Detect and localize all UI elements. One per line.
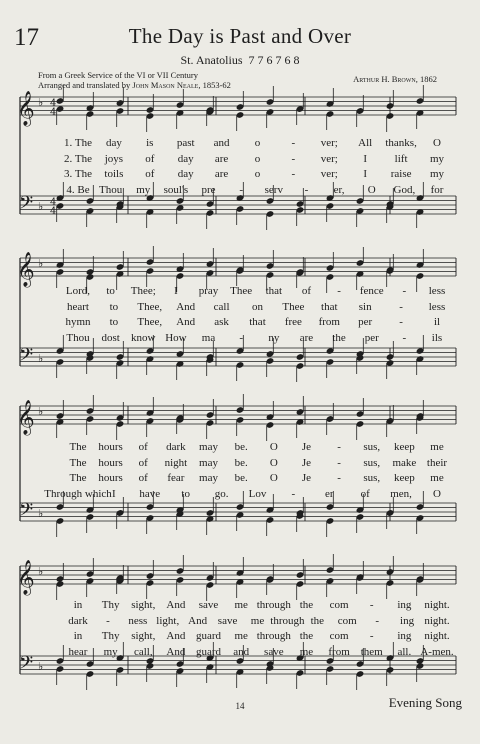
lyric-word: sight, [131,630,156,643]
lyric-word: - [291,152,296,165]
lyric-word: - [402,332,407,345]
lyric-word: Lord, [65,285,91,297]
composer-credit: Arthur H. Brown, 1862 [353,74,437,84]
lyric-word: Thee [282,300,305,313]
lyric-word: Thee [230,285,253,297]
lyric-word: that [321,300,338,313]
lyric-word: the [299,599,314,611]
lyric-word: com [329,630,349,643]
time-signature: 4 [50,107,57,118]
lyric-word: keep [393,441,415,453]
lyric-word: - [337,285,341,297]
lyric-word: sin [358,300,372,313]
lyric-word: 4. Be [66,184,90,197]
lyric-word: be. [234,456,248,469]
flat-sign: ♭ [38,257,44,270]
lyric-word: from [318,316,340,329]
lyric-word: hours [98,456,123,469]
lyric-word: Lov [248,488,267,501]
lyric-word: that [249,316,266,329]
lyric-word: through [256,630,291,643]
lyric-word: ing [397,630,412,643]
lyric-word: Thy [101,599,120,611]
lyric-word: in [73,630,83,643]
lyric-word: me [234,630,248,643]
lyric-word: that [265,285,283,297]
lyric-word: hours [98,441,123,453]
lyric-word: - [291,488,296,501]
lyric-word: to [109,316,119,329]
lyric-word: And [166,599,186,611]
lyric-word: fear [167,472,185,485]
lyric-word: guard [196,630,222,643]
lyric-word: my [136,184,151,197]
lyric-word: make [392,456,417,469]
lyric-word: are [214,152,229,165]
lyric-word: of [138,456,148,469]
translator-name: John Mason Neale, 1853-62 [132,80,231,90]
meter: 7 7 6 7 6 8 [248,53,300,67]
flat-sign: ♭ [38,96,44,109]
lyric-word: sight, [131,599,156,611]
treble-clef: 𝄞 [17,91,35,126]
lyric-word: go. [214,488,229,501]
lyric-word: call, [133,646,153,659]
lyric-word: day [177,152,194,165]
lyric-word: save [264,646,284,659]
lyric-word: ing [400,614,415,627]
lyric-word: - [291,137,296,149]
source-line: From a Greek Service of the VI or VII Century [38,70,198,80]
lyric-word: on [252,300,263,313]
lyric-word: The [69,441,87,453]
lyric-word: heart [67,300,89,313]
lyric-word: men, [390,488,412,501]
lyric-word: keep [393,472,415,485]
lyric-word: from [328,646,350,659]
lyric-word: past [176,137,195,149]
lyric-word: of [360,488,370,501]
lyric-word: day [177,168,194,181]
flat-sign: ♭ [38,507,44,520]
lyric-word: And [176,300,196,313]
lyric-word: less [428,300,446,313]
lyric-word: thanks, [385,137,417,149]
lyric-word: ver; [320,137,338,149]
lyric-word: of [138,472,148,485]
flat-sign: ♭ [38,405,44,418]
flat-sign: ♭ [38,660,44,673]
lyric-word: less [428,285,446,297]
translator-prefix: Arranged and translated by [38,80,131,90]
lyric-word: of [138,441,148,453]
lyric-word: guard [196,646,222,659]
hymn-number: 17 [14,24,39,51]
lyric-word: in [73,599,83,611]
bass-clef: 𝄢 [19,345,34,370]
lyric-word: ver; [320,152,338,165]
lyric-word: me [299,646,314,659]
lyric-word: And [176,316,196,329]
lyric-word: And [166,630,186,643]
lyric-word: serv [264,184,283,197]
lyric-word: them [360,646,383,659]
lyric-word: - [369,630,374,643]
lyric-word: my [429,168,445,181]
lyric-word: er [325,488,334,501]
lyric-word: Thy [101,630,120,643]
lyric-word: of [145,152,155,165]
lyric-word: O [269,456,278,469]
treble-clef: 𝄞 [17,560,35,595]
lyric-word: me [234,599,248,611]
bass-clef: 𝄢 [19,193,34,218]
lyric-word: the [310,614,325,627]
time-signature: 4 [50,98,57,109]
lyric-word: to [109,300,119,313]
lyric-word: their [426,456,448,469]
lyric-word: - [375,614,379,627]
lyric-word: raise [390,168,412,181]
lyric-word: joys [104,152,124,165]
lyric-word: o [254,168,261,181]
lyric-word: Thou [99,184,123,197]
lyric-word: fence [359,285,384,297]
lyric-word: be. [234,472,248,485]
lyric-word: of [301,285,312,297]
lyric-word: night. [424,630,450,643]
lyric-word: I [363,168,368,181]
lyric-word: per [358,316,373,329]
lyric-word: com [329,599,349,611]
lyric-word: And [166,646,186,659]
lyric-word: the [299,630,314,643]
lyric-word: call [213,300,230,313]
lyric-word: lift [394,152,408,165]
lyric-word: of [145,168,155,181]
lyric-word: I [363,152,368,165]
lyric-word: How [165,332,187,345]
lyric-word: - [106,614,110,627]
lyric-word: me [250,614,265,627]
lyric-word: - [369,599,374,611]
lyric-word: light, [156,614,180,627]
lyric-word: ma [201,332,216,345]
lyric-word: Je [301,472,312,485]
lyric-word: and [213,137,230,149]
lyric-word: - [399,300,403,313]
lyric-word: me [430,441,444,453]
lyric-word: The [69,472,87,485]
lyric-word: and [233,646,250,659]
lyric-word: for [430,184,444,197]
lyric-word: dost [101,332,120,345]
lyric-word: night. [424,599,450,611]
lyric-word: - [239,332,244,345]
lyric-word: Thee, [137,316,163,329]
lyric-word: sus, [363,472,381,485]
lyric-word: dark [166,441,186,453]
time-signature: 4 [50,197,57,208]
lyric-word: be. [234,441,248,453]
lyric-word: through [270,614,305,627]
lyric-word: night [164,456,188,469]
tune-name: St. Anatolius [180,53,243,67]
lyric-word: ny [268,332,280,345]
treble-clef: 𝄞 [17,400,35,435]
lyric-word: pray [198,285,219,297]
lyric-word: me [430,472,444,485]
treble-clef: 𝄞 [17,252,35,287]
lyric-word: have [139,488,161,501]
lyric-word: the [332,332,346,345]
lyric-word: sus, [363,441,381,453]
lyric-word: il [433,316,441,329]
lyric-word: are [299,332,314,345]
lyric-word: I [174,285,178,297]
lyric-word: may [199,472,219,485]
bass-clef: 𝄢 [19,653,34,678]
lyric-word: - [399,316,403,329]
lyric-word: soul's [163,184,189,197]
lyric-word: - [291,168,296,181]
lyric-word: ness [128,614,148,627]
lyric-word: O [367,184,376,197]
lyric-word: may [199,441,219,453]
lyric-word: is [146,137,154,149]
lyric-word: night. [424,614,450,627]
lyric-word: com [337,614,357,627]
lyric-word: ask [214,316,229,329]
lyric-word: are [214,168,229,181]
lyric-word: All [358,137,373,149]
lyric-word: may [199,456,219,469]
lyric-word: save [217,614,238,627]
lyric-word: know [131,332,156,345]
page-number: 14 [235,701,245,711]
lyric-word: - [337,456,341,469]
lyric-word: my [103,646,118,659]
lyric-word: per [364,332,379,345]
lyric-word: God, [393,184,416,197]
lyric-word: o [254,137,261,149]
lyric-word: my [429,152,445,165]
footer-section-label: Evening Song [388,695,462,710]
lyric-word: to [106,285,115,297]
lyric-word: ver; [320,168,338,181]
flat-sign: ♭ [38,200,44,213]
lyric-word: hymn [65,316,91,329]
lyric-word: - [337,441,341,453]
lyric-word: free [284,316,302,329]
lyric-word: Through which [44,488,112,501]
lyric-word: to [181,488,190,501]
lyric-word: 2. The [64,152,92,165]
flat-sign: ♭ [38,565,44,578]
lyric-word: o [254,152,261,165]
lyric-word: Je [301,441,312,453]
lyric-word: 3. The [64,168,92,181]
lyric-word: - [337,472,341,485]
lyric-word: 1. The [64,137,92,149]
lyric-word: O [433,488,441,501]
time-signature: 4 [50,206,57,217]
lyric-word: toils [104,168,124,181]
lyric-word: - [402,285,407,297]
lyric-word: The [69,456,87,469]
lyric-word: ing [397,599,412,611]
lyric-word: Je [301,456,312,469]
lyric-word: - [304,184,309,197]
lyric-word: - [239,184,244,197]
hymn-title: The Day is Past and Over [128,24,352,48]
lyric-word: And [188,614,208,627]
lyric-word: day [105,137,122,149]
lyric-word: hear [68,646,88,659]
lyric-word: O [269,441,278,453]
lyric-word: Thou [66,332,90,345]
lyric-word: I [112,488,116,501]
bass-clef: 𝄢 [19,500,34,525]
lyric-word: O [433,137,441,149]
lyric-word: O [269,472,278,485]
lyric-word: sus, [363,456,381,469]
lyric-word: A-men. [420,646,454,659]
lyric-word: ils [431,332,443,345]
lyric-word: save [198,599,219,611]
lyric-word: hours [98,472,123,485]
lyric-word: er, [333,184,345,197]
lyric-word: Thee; [130,285,156,297]
lyric-word: pre [201,184,216,197]
lyric-word: dark [68,614,88,627]
flat-sign: ♭ [38,352,44,365]
lyric-word: through [256,599,291,611]
lyric-word: all. [397,646,412,659]
lyric-word: Thee, [137,300,163,313]
